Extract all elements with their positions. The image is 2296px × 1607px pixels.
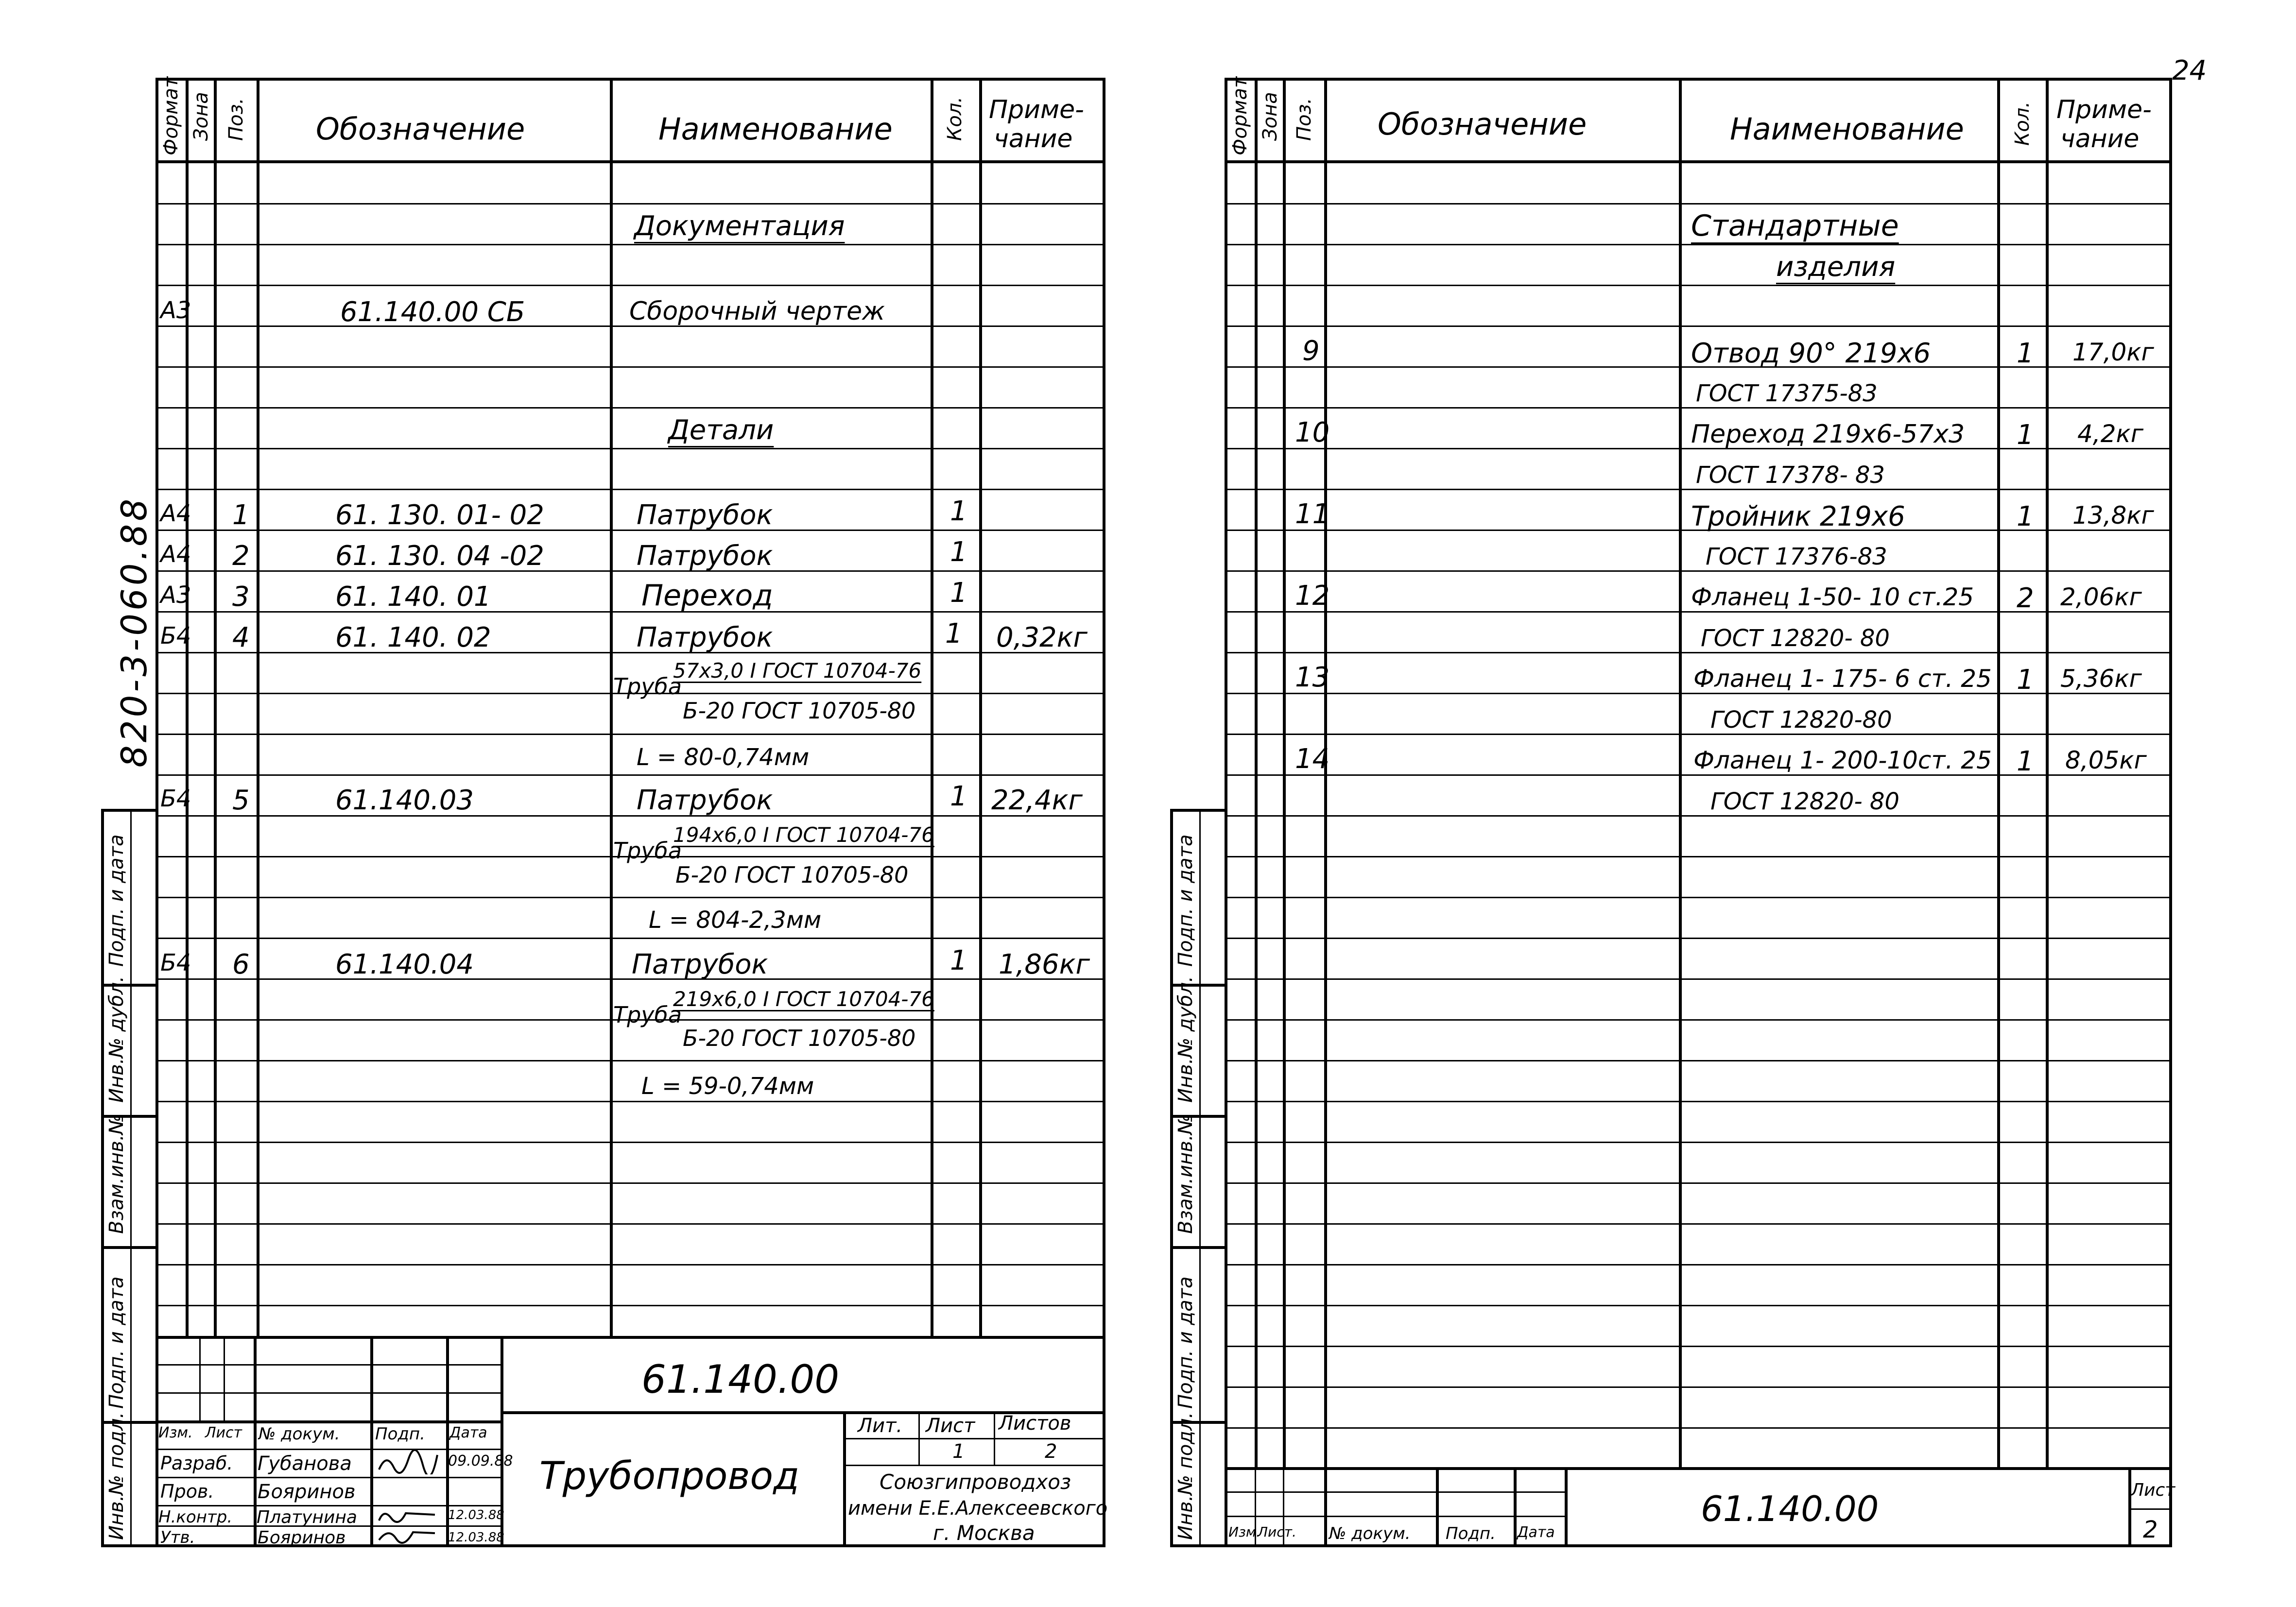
row-note: 4,2кг	[2077, 420, 2143, 448]
row-designation: 61. 130. 01- 02	[335, 499, 544, 531]
row-gost: ГОСТ 17378- 83	[1696, 462, 1885, 489]
row-name: Патрубок	[632, 949, 768, 980]
row-gost: ГОСТ 17376-83	[1706, 543, 1887, 570]
row-qty: 1	[945, 618, 963, 650]
tb-name-2: Платунина	[257, 1507, 357, 1527]
hdr-zone-r: Зона	[1259, 92, 1281, 141]
pipe-length: L = 80-0,74мм	[637, 744, 810, 771]
row-qty: 1	[2017, 501, 2034, 532]
row-qty: 1	[2017, 746, 2034, 777]
side-inv-dubl-r: Инв.№ дубл.	[1174, 976, 1197, 1103]
pipe-word: Труба	[613, 838, 682, 864]
hdr-note2: чание	[994, 124, 1073, 154]
pipe-top: 194x6,0 I ГОСТ 10704-76	[673, 823, 934, 847]
pipe-top: 57x3,0 I ГОСТ 10704-76	[673, 659, 922, 683]
tb-sheets-label: Листов	[999, 1412, 1071, 1435]
tb-sheets: 2	[1045, 1440, 1057, 1463]
row-note: 0,32кг	[996, 622, 1088, 653]
row-note: 2,06кг	[2060, 583, 2142, 611]
row-name: Отвод 90° 219x6	[1691, 338, 1931, 369]
row-qty: 1	[950, 781, 967, 812]
tb-org-2: имени Е.Е.Алексеевского	[848, 1497, 1108, 1520]
row-designation: 61. 140. 01	[335, 581, 491, 613]
row-format: Б4	[160, 949, 191, 976]
tb-role-1: Пров.	[160, 1481, 214, 1502]
row-designation: 61.140.03	[335, 785, 474, 816]
hdr-name: Наименование	[658, 111, 893, 147]
side-podp-data: Подп. и дата	[105, 834, 128, 967]
right-sheet	[1225, 78, 2172, 1547]
row-name: Переход 219x6-57x3	[1691, 420, 1965, 449]
tb-date-2: 12.03.88	[448, 1508, 504, 1522]
row-designation: 61.140.04	[335, 949, 474, 980]
row-name: Патрубок	[637, 622, 773, 653]
tb-col-data-r: Дата	[1517, 1524, 1555, 1541]
tb-name-0: Губанова	[258, 1453, 352, 1475]
row-gost: ГОСТ 17375-83	[1696, 380, 1878, 407]
hdr-note1: Приме-	[989, 95, 1084, 124]
row-pos: 12	[1295, 580, 1330, 612]
tb-col-list: Лист	[205, 1424, 242, 1441]
side-podp-data-r: Подп. и дата	[1174, 834, 1197, 967]
row-designation: 61. 140. 02	[335, 622, 491, 653]
tb-sheet-r: 2	[2143, 1516, 2158, 1543]
row-pos: 1	[232, 499, 250, 531]
row-pos: 6	[232, 949, 250, 980]
row-pos: 14	[1295, 743, 1330, 775]
row-gost: ГОСТ 12820-80	[1710, 706, 1892, 734]
row-pos: 2	[232, 540, 250, 572]
row-note: 8,05кг	[2065, 746, 2147, 774]
pipe-bottom: Б-20 ГОСТ 10705-80	[683, 698, 916, 724]
row-note: 17,0кг	[2072, 338, 2154, 366]
tb-date-3: 12.03.88	[448, 1530, 504, 1545]
row-format: Б4	[160, 622, 191, 650]
row-note: 1,86кг	[999, 949, 1090, 980]
row-qty: 1	[2017, 338, 2034, 369]
side-inv-podl: Инв.№ подл.	[105, 1412, 128, 1540]
document-code: 820-3-060.88	[114, 496, 155, 768]
side-vzam-inv: Взам.инв.№	[105, 1114, 128, 1234]
tb-sheet-label-r: Лист	[2131, 1480, 2175, 1500]
row-pos: 10	[1295, 417, 1330, 448]
hdr-designation: Обозначение	[316, 111, 525, 147]
page-number: 24	[2172, 55, 2207, 86]
hdr-note1-r: Приме-	[2056, 95, 2152, 124]
hdr-name-r: Наименование	[1730, 111, 1964, 147]
row-name: Патрубок	[637, 540, 773, 572]
tb-col-izm: Изм.	[158, 1424, 193, 1441]
row-gost: ГОСТ 12820- 80	[1710, 788, 1899, 815]
pipe-word: Труба	[613, 673, 682, 700]
pipe-bottom: Б-20 ГОСТ 10705-80	[683, 1025, 916, 1051]
hdr-note2-r: чание	[2060, 124, 2140, 154]
tb-role-0: Разраб.	[160, 1453, 233, 1474]
row-name: Патрубок	[637, 499, 773, 531]
row-format: А4	[160, 500, 191, 527]
hdr-format: Формат	[160, 76, 182, 155]
hdr-format-r: Формат	[1229, 76, 1251, 155]
row-pos: 9	[1302, 335, 1320, 367]
row-note: 22,4кг	[991, 785, 1083, 816]
tb-col-data: Дата	[449, 1424, 487, 1441]
row-name: Фланец 1- 175- 6 ст. 25	[1693, 665, 1992, 693]
hdr-qty: Кол.	[944, 96, 966, 141]
row-name: Фланец 1- 200-10ст. 25	[1693, 746, 1992, 774]
row-format: А4	[160, 541, 191, 568]
section-standard-2: изделия	[1776, 251, 1896, 283]
row-qty: 1	[950, 496, 967, 527]
row-name: Сборочный чертеж	[629, 297, 885, 326]
tb-date-0: 09.09.88	[448, 1453, 513, 1470]
side-inv-podl-r: Инв.№ подл.	[1174, 1412, 1197, 1540]
tb-col-list-r: Лист.	[1258, 1524, 1296, 1540]
hdr-zone: Зона	[190, 92, 212, 141]
signature-0	[377, 1450, 440, 1474]
row-format: А3	[160, 581, 191, 609]
row-note: 13,8кг	[2072, 501, 2154, 530]
row-qty: 1	[950, 577, 967, 609]
tb-title: Трубопровод	[539, 1454, 799, 1498]
pipe-word: Труба	[613, 1002, 682, 1028]
tb-col-podp-r: Подп.	[1446, 1524, 1496, 1543]
row-designation: 61. 130. 04 -02	[335, 540, 544, 572]
pipe-length: L = 59-0,74мм	[641, 1073, 814, 1100]
pipe-bottom: Б-20 ГОСТ 10705-80	[675, 862, 909, 888]
tb-role-2: Н.контр.	[158, 1507, 233, 1527]
section-documentation: Документация	[634, 210, 845, 242]
row-designation: 61.140.00 СБ	[340, 296, 525, 328]
side-vzam-inv-r: Взам.инв.№	[1174, 1114, 1197, 1234]
tb-org-1: Союзгипроводхоз	[880, 1470, 1071, 1494]
row-name: Фланец 1-50- 10 ст.25	[1691, 583, 1974, 611]
tb-lit-label: Лит.	[858, 1415, 903, 1437]
row-qty: 2	[2017, 582, 2034, 614]
tb-sheet-label: Лист	[926, 1415, 975, 1437]
tb-col-ndoc: № докум.	[259, 1424, 340, 1444]
row-name: Патрубок	[637, 785, 773, 816]
row-name: Тройник 219x6	[1691, 501, 1905, 532]
row-pos: 11	[1295, 498, 1330, 530]
row-pos: 3	[232, 581, 250, 613]
tb-sheet: 1	[952, 1440, 965, 1463]
hdr-qty-r: Кол.	[2011, 101, 2034, 146]
signature-2	[377, 1506, 440, 1524]
tb-col-podp: Подп.	[375, 1424, 425, 1444]
row-qty: 1	[950, 945, 967, 976]
row-pos: 5	[232, 785, 250, 816]
section-standard-1: Стандартные	[1691, 209, 1899, 243]
tb-name-3: Бояринов	[258, 1528, 346, 1548]
pipe-top: 219x6,0 I ГОСТ 10704-76	[673, 987, 934, 1011]
tb-code-r: 61.140.00	[1701, 1488, 1879, 1529]
hdr-designation-r: Обозначение	[1378, 106, 1587, 142]
side-inv-dubl: Инв.№ дубл.	[105, 976, 128, 1103]
pipe-length: L = 804-2,3мм	[649, 906, 822, 934]
tb-org-3: г. Москва	[933, 1521, 1035, 1545]
row-gost: ГОСТ 12820- 80	[1701, 625, 1890, 652]
row-qty: 1	[2017, 664, 2034, 696]
tb-name-1: Бояринов	[258, 1481, 356, 1503]
section-details: Детали	[668, 414, 774, 446]
row-qty: 1	[2017, 419, 2034, 451]
row-format: Б4	[160, 785, 191, 812]
row-qty: 1	[950, 536, 967, 568]
tb-col-ndoc-r: № докум.	[1329, 1524, 1411, 1543]
side-podp-data-2-r: Подп. и дата	[1174, 1276, 1197, 1409]
row-pos: 4	[232, 622, 250, 653]
hdr-pos-r: Поз.	[1293, 98, 1315, 141]
hdr-pos: Поз.	[225, 98, 247, 141]
side-podp-data-2: Подп. и дата	[105, 1276, 128, 1409]
signature-3	[377, 1526, 440, 1545]
row-name: Переход	[641, 579, 773, 613]
row-note: 5,36кг	[2060, 665, 2142, 693]
tb-code: 61.140.00	[641, 1357, 840, 1402]
row-pos: 13	[1295, 662, 1330, 693]
tb-col-izm-r: Изм.	[1228, 1524, 1260, 1540]
tb-role-3: Утв.	[160, 1528, 195, 1547]
row-format: А3	[160, 297, 191, 324]
